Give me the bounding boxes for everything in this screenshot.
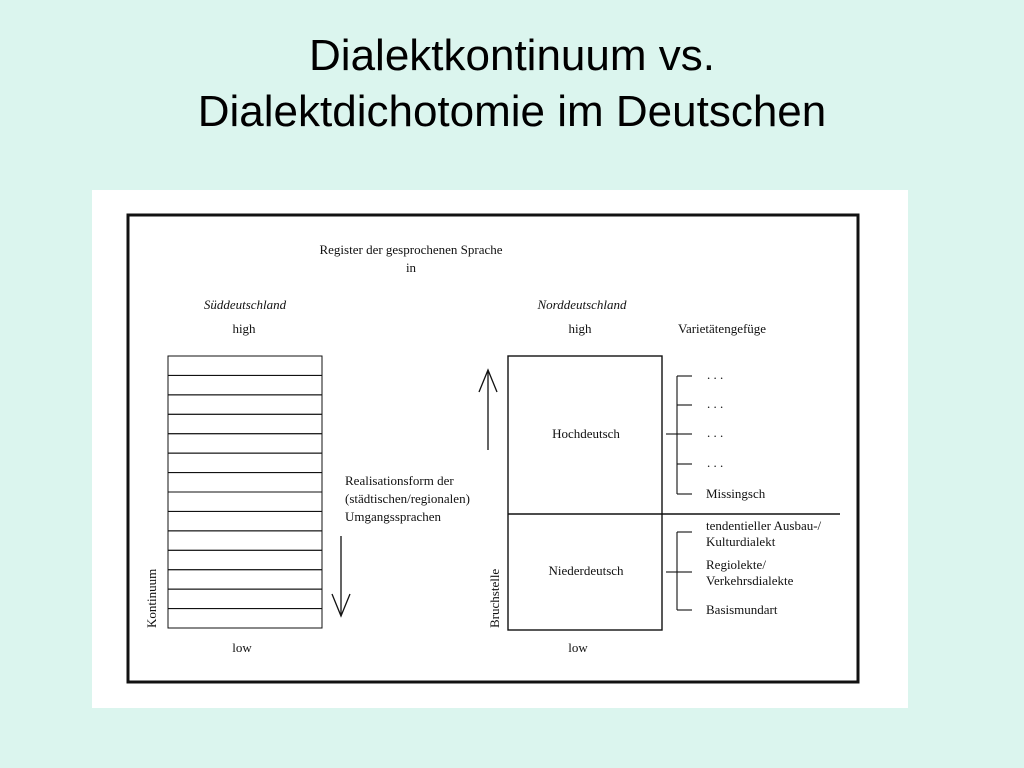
bruchstelle-axis-label: Bruchstelle	[487, 568, 502, 628]
variety-dots-1: . . .	[707, 367, 724, 382]
variety-dots-2: . . .	[707, 396, 724, 411]
realisation-note-line-1: Realisationsform der	[345, 473, 454, 488]
continuum-axis-label: Kontinuum	[144, 568, 159, 628]
continuum-stripe	[168, 395, 322, 414]
south-region-label: Süddeutschland	[203, 297, 287, 312]
register-heading: Register der gesprochenen Sprache	[319, 242, 503, 257]
dialect-diagram	[92, 190, 908, 708]
continuum-stripe	[168, 473, 322, 492]
missingsch-label: Missingsch	[706, 486, 766, 501]
continuum-stripe	[168, 531, 322, 550]
regiolekte-label-line-2: Verkehrsdialekte	[706, 573, 794, 588]
realisation-note-line-2: (städtischen/regionalen)	[345, 491, 470, 506]
regiolekte-label-line-1: Regiolekte/	[706, 557, 766, 572]
ausbau-label-line-2: Kulturdialekt	[706, 534, 776, 549]
dichotomy-box	[508, 356, 662, 630]
continuum-stripe	[168, 550, 322, 569]
niederdeutsch-label: Niederdeutsch	[548, 563, 624, 578]
continuum-stripe	[168, 511, 322, 530]
north-high-label: high	[568, 321, 592, 336]
continuum-stripe	[168, 434, 322, 453]
continuum-stripe	[168, 356, 322, 375]
continuum-stripes	[168, 356, 322, 628]
south-low-label: low	[232, 640, 252, 655]
variety-dots-4: . . .	[707, 455, 724, 470]
slide-title	[0, 28, 1024, 140]
title-line-2: Dialektdichotomie im Deutschen	[197, 87, 827, 136]
continuum-stripe	[168, 492, 322, 511]
north-low-label: low	[568, 640, 588, 655]
continuum-stripe	[168, 570, 322, 589]
north-region-label: Norddeutschland	[537, 297, 627, 312]
register-heading-in: in	[405, 260, 417, 275]
realisation-note-line-3: Umgangssprachen	[345, 509, 442, 524]
continuum-stripe	[168, 609, 322, 628]
continuum-stripe	[168, 375, 322, 394]
continuum-stripe	[168, 453, 322, 472]
diagram-lines	[92, 190, 908, 708]
ausbau-label-line-1: tendentieller Ausbau-/	[706, 518, 822, 533]
variety-dots-3: . . .	[707, 425, 724, 440]
hochdeutsch-label: Hochdeutsch	[552, 426, 620, 441]
varieties-heading: Varietätengefüge	[678, 321, 767, 336]
continuum-stripe	[168, 414, 322, 433]
south-high-label: high	[232, 321, 256, 336]
title-line-1: Dialektkontinuum vs.	[309, 31, 715, 80]
continuum-stripe	[168, 589, 322, 608]
basismundart-label: Basismundart	[706, 602, 778, 617]
